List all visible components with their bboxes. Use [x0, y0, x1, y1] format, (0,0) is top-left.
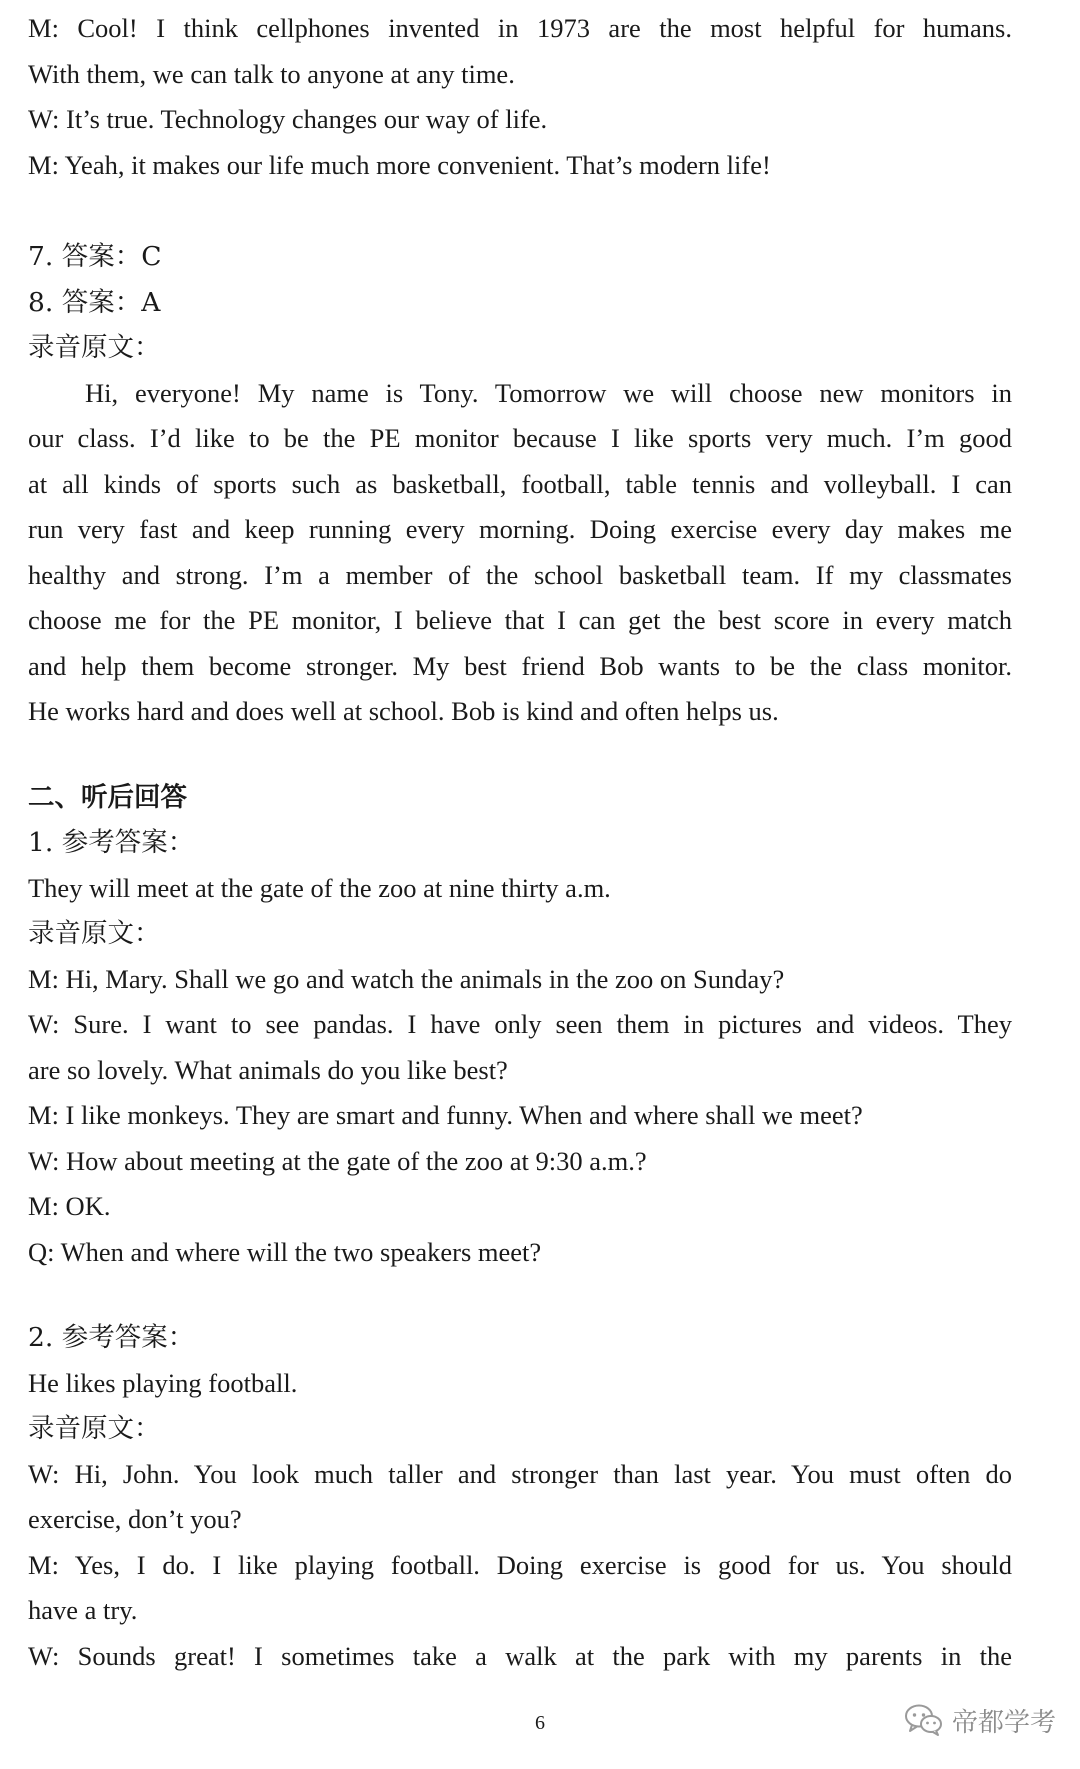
q2-answer: He likes playing football. [28, 1367, 298, 1398]
q2-dialog-line: W: Sounds great! I sometimes take a walk at the park with my parents in the [28, 1640, 1012, 1671]
dialog-line: M: Yeah, it makes our life much more convenient. That’s modern life! [28, 149, 771, 180]
q1-dialog-line: M: Hi, Mary. Shall we go and watch the animals in the zoo on Sunday? [28, 963, 785, 994]
answer-8: 8. 答案：A [28, 286, 161, 318]
q1-dialog-line: M: I like monkeys. They are smart and funny. When and where shall we meet? [28, 1100, 863, 1130]
q2-dialog-line: have a try. [28, 1595, 138, 1625]
dialog-line: M: Cool! I think cellphones invented in 1973 are the most helpful for humans. [28, 13, 1012, 43]
dialog-line: With them, we can talk to anyone at any time. [28, 58, 515, 89]
passage-line: He works hard and does well at school. Bob is kind and often helps us. [28, 696, 779, 726]
section-heading: 二、听后回答 [28, 781, 187, 813]
q2-transcript-label: 录音原文： [28, 1413, 161, 1444]
dialog-line: W: It’s true. Technology changes our way of life. [28, 104, 548, 134]
wechat-icon [904, 1703, 944, 1737]
passage-line: and help them become stronger. My best friend Bob wants to be the class monitor. [28, 650, 1012, 681]
passage-line: our class. I’d like to be the PE monitor because I like sports very much. I’m good [28, 423, 1012, 453]
passage-line: Hi, everyone! My name is Tony. Tomorrow we will choose new monitors in [85, 377, 1012, 408]
q1-question: Q: When and where will the two speakers meet? [28, 1236, 542, 1267]
q1-dialog-line: M: OK. [28, 1191, 111, 1221]
spacer [28, 188, 1012, 234]
q1-label: 1. 参考答案： [28, 827, 195, 858]
q2-dialog-line: W: Hi, John. You look much taller and stronger than last year. You must often do [28, 1458, 1012, 1489]
q1-dialog-line: W: Sure. I want to see pandas. I have only seen them in pictures and videos. They [28, 1009, 1012, 1039]
q2-label: 2. 参考答案： [28, 1322, 195, 1353]
q2-dialog-line: exercise, don’t you? [28, 1504, 242, 1534]
q2-dialog-line: M: Yes, I do. I like playing football. Doing exercise is good for us. You should [28, 1549, 1012, 1580]
q1-answer: They will meet at the gate of the zoo at nine thirty a.m. [28, 872, 611, 903]
passage-line: at all kinds of sports such as basketball, football, table tennis and volleyball. I can [28, 468, 1012, 499]
passage-line: healthy and strong. I’m a member of the school basketball team. If my classmates [28, 559, 1012, 590]
spacer [28, 735, 1012, 775]
transcript-label: 录音原文： [28, 332, 161, 363]
watermark-text: 帝都学考 [951, 1707, 1056, 1738]
q1-dialog-line: W: How about meeting at the gate of the zoo at 9:30 a.m.? [28, 1145, 647, 1176]
answer-7: 7. 答案：C [28, 241, 162, 272]
document-page [28, 6, 1012, 1679]
q1-transcript-label: 录音原文： [28, 918, 161, 949]
watermark [904, 1700, 1056, 1740]
spacer [28, 1275, 1012, 1315]
q1-dialog-line: are so lovely. What animals do you like best? [28, 1054, 508, 1085]
page-number: 6 [535, 1712, 545, 1734]
passage-line: choose me for the PE monitor, I believe that I can get the best score in every match [28, 605, 1012, 635]
passage-line: run very fast and keep running every morning. Doing exercise every day makes me [28, 514, 1012, 544]
